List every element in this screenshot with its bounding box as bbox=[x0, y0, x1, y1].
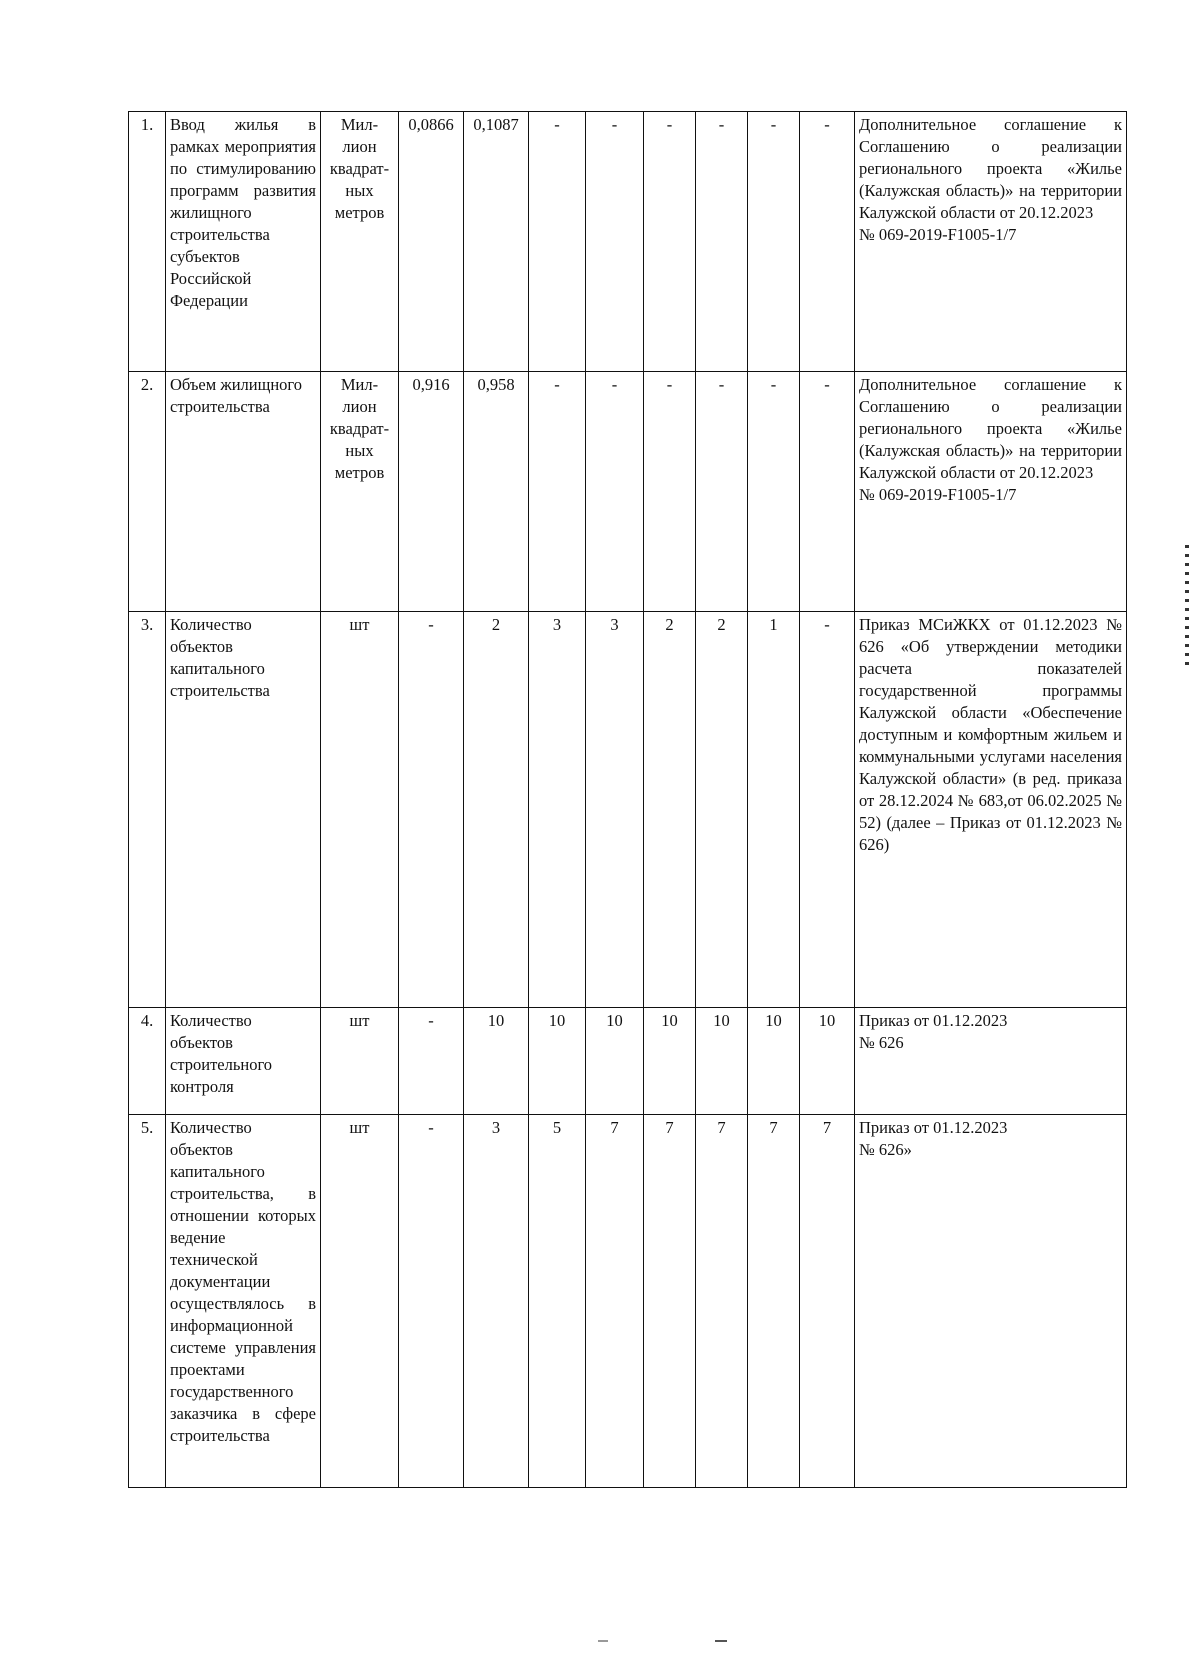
value-cell: 10 bbox=[800, 1008, 855, 1115]
value-cell: 7 bbox=[800, 1115, 855, 1488]
value-cell: 0,958 bbox=[464, 372, 529, 612]
unit-cell: шт bbox=[321, 612, 399, 1008]
table-row bbox=[129, 1008, 1127, 1115]
value-cell: - bbox=[696, 372, 748, 612]
unit-cell: шт bbox=[321, 1008, 399, 1115]
value-cell: 10 bbox=[644, 1008, 696, 1115]
row-number: 4. bbox=[129, 1008, 166, 1115]
value-cell: 3 bbox=[529, 612, 586, 1008]
unit-cell: шт bbox=[321, 1115, 399, 1488]
value-cell: 2 bbox=[644, 612, 696, 1008]
indicators-table bbox=[128, 111, 1127, 1488]
unit-cell: Мил- лион квадрат- ных метров bbox=[321, 112, 399, 372]
value-cell: - bbox=[800, 112, 855, 372]
value-cell: - bbox=[644, 112, 696, 372]
value-cell: 0,916 bbox=[399, 372, 464, 612]
value-cell: - bbox=[399, 612, 464, 1008]
value-cell: 3 bbox=[586, 612, 644, 1008]
value-cell: 7 bbox=[696, 1115, 748, 1488]
value-cell: 10 bbox=[696, 1008, 748, 1115]
value-cell: 3 bbox=[464, 1115, 529, 1488]
value-cell: 10 bbox=[529, 1008, 586, 1115]
indicator-name: Количество объектов капитального строительства, в отношении которых ведение технической документации осуществлялось в информационной системе управления проектами государственного заказчика в сфере строительства bbox=[166, 1115, 321, 1488]
value-cell: 2 bbox=[696, 612, 748, 1008]
row-number: 2. bbox=[129, 372, 166, 612]
value-cell: - bbox=[529, 112, 586, 372]
value-cell: - bbox=[529, 372, 586, 612]
indicator-name: Количество объектов строительного контроля bbox=[166, 1008, 321, 1115]
value-cell: - bbox=[644, 372, 696, 612]
scan-speck bbox=[715, 1640, 727, 1642]
source-document: Дополнительное соглашение к Соглашению о реализации регионального проекта «Жилье (Калужская область)» на территории Калужской области от 20.12.2023 № 069-2019-F1005-1/7 bbox=[859, 375, 1122, 504]
value-cell: - bbox=[748, 112, 800, 372]
source-document: Приказ от 01.12.2023 № 626 bbox=[859, 1011, 1008, 1052]
value-cell: - bbox=[696, 112, 748, 372]
value-cell: 10 bbox=[464, 1008, 529, 1115]
value-cell: 0,1087 bbox=[464, 112, 529, 372]
source-document: Приказ МСиЖКХ от 01.12.2023 № 626 «Об утверждении методики расчета показателей государственной программы Калужской области «Обеспечение доступным и комфортным жильем и коммунальными услугами населения Калужской области» (в ред. приказа от 28.12.2024 № 683,от 06.02.2025 № 52) (далее – Приказ от 01.12.2023 № 626) bbox=[859, 615, 1122, 854]
scan-edge-marks bbox=[1185, 545, 1189, 670]
indicator-name: Количество объектов капитального строительства bbox=[166, 612, 321, 1008]
value-cell: 1 bbox=[748, 612, 800, 1008]
value-cell: 7 bbox=[644, 1115, 696, 1488]
value-cell: - bbox=[586, 372, 644, 612]
value-cell: 7 bbox=[748, 1115, 800, 1488]
value-cell: 2 bbox=[464, 612, 529, 1008]
value-cell: - bbox=[748, 372, 800, 612]
table-row bbox=[129, 1115, 1127, 1488]
unit-cell: Мил- лион квадрат- ных метров bbox=[321, 372, 399, 612]
row-number: 1. bbox=[129, 112, 166, 372]
source-document: Приказ от 01.12.2023 № 626» bbox=[859, 1118, 1008, 1159]
row-number: 5. bbox=[129, 1115, 166, 1488]
value-cell: - bbox=[800, 372, 855, 612]
value-cell: 0,0866 bbox=[399, 112, 464, 372]
value-cell: - bbox=[399, 1115, 464, 1488]
value-cell: - bbox=[399, 1008, 464, 1115]
row-number: 3. bbox=[129, 612, 166, 1008]
table-row bbox=[129, 372, 1127, 612]
value-cell: 5 bbox=[529, 1115, 586, 1488]
source-document: Дополнительное соглашение к Соглашению о реализации регионального проекта «Жилье (Калужская область)» на территории Калужской области от 20.12.2023 № 069-2019-F1005-1/7 bbox=[859, 115, 1122, 244]
value-cell: 10 bbox=[586, 1008, 644, 1115]
table-row bbox=[129, 612, 1127, 1008]
scan-speck bbox=[598, 1640, 608, 1642]
indicator-name: Объем жилищного строительства bbox=[166, 372, 321, 612]
table-row bbox=[129, 112, 1127, 372]
value-cell: 7 bbox=[586, 1115, 644, 1488]
value-cell: - bbox=[586, 112, 644, 372]
indicator-name: Ввод жилья в рамках мероприятия по стимулированию программ развития жилищного строительства субъектов Российской Федерации bbox=[166, 112, 321, 372]
value-cell: - bbox=[800, 612, 855, 1008]
value-cell: 10 bbox=[748, 1008, 800, 1115]
